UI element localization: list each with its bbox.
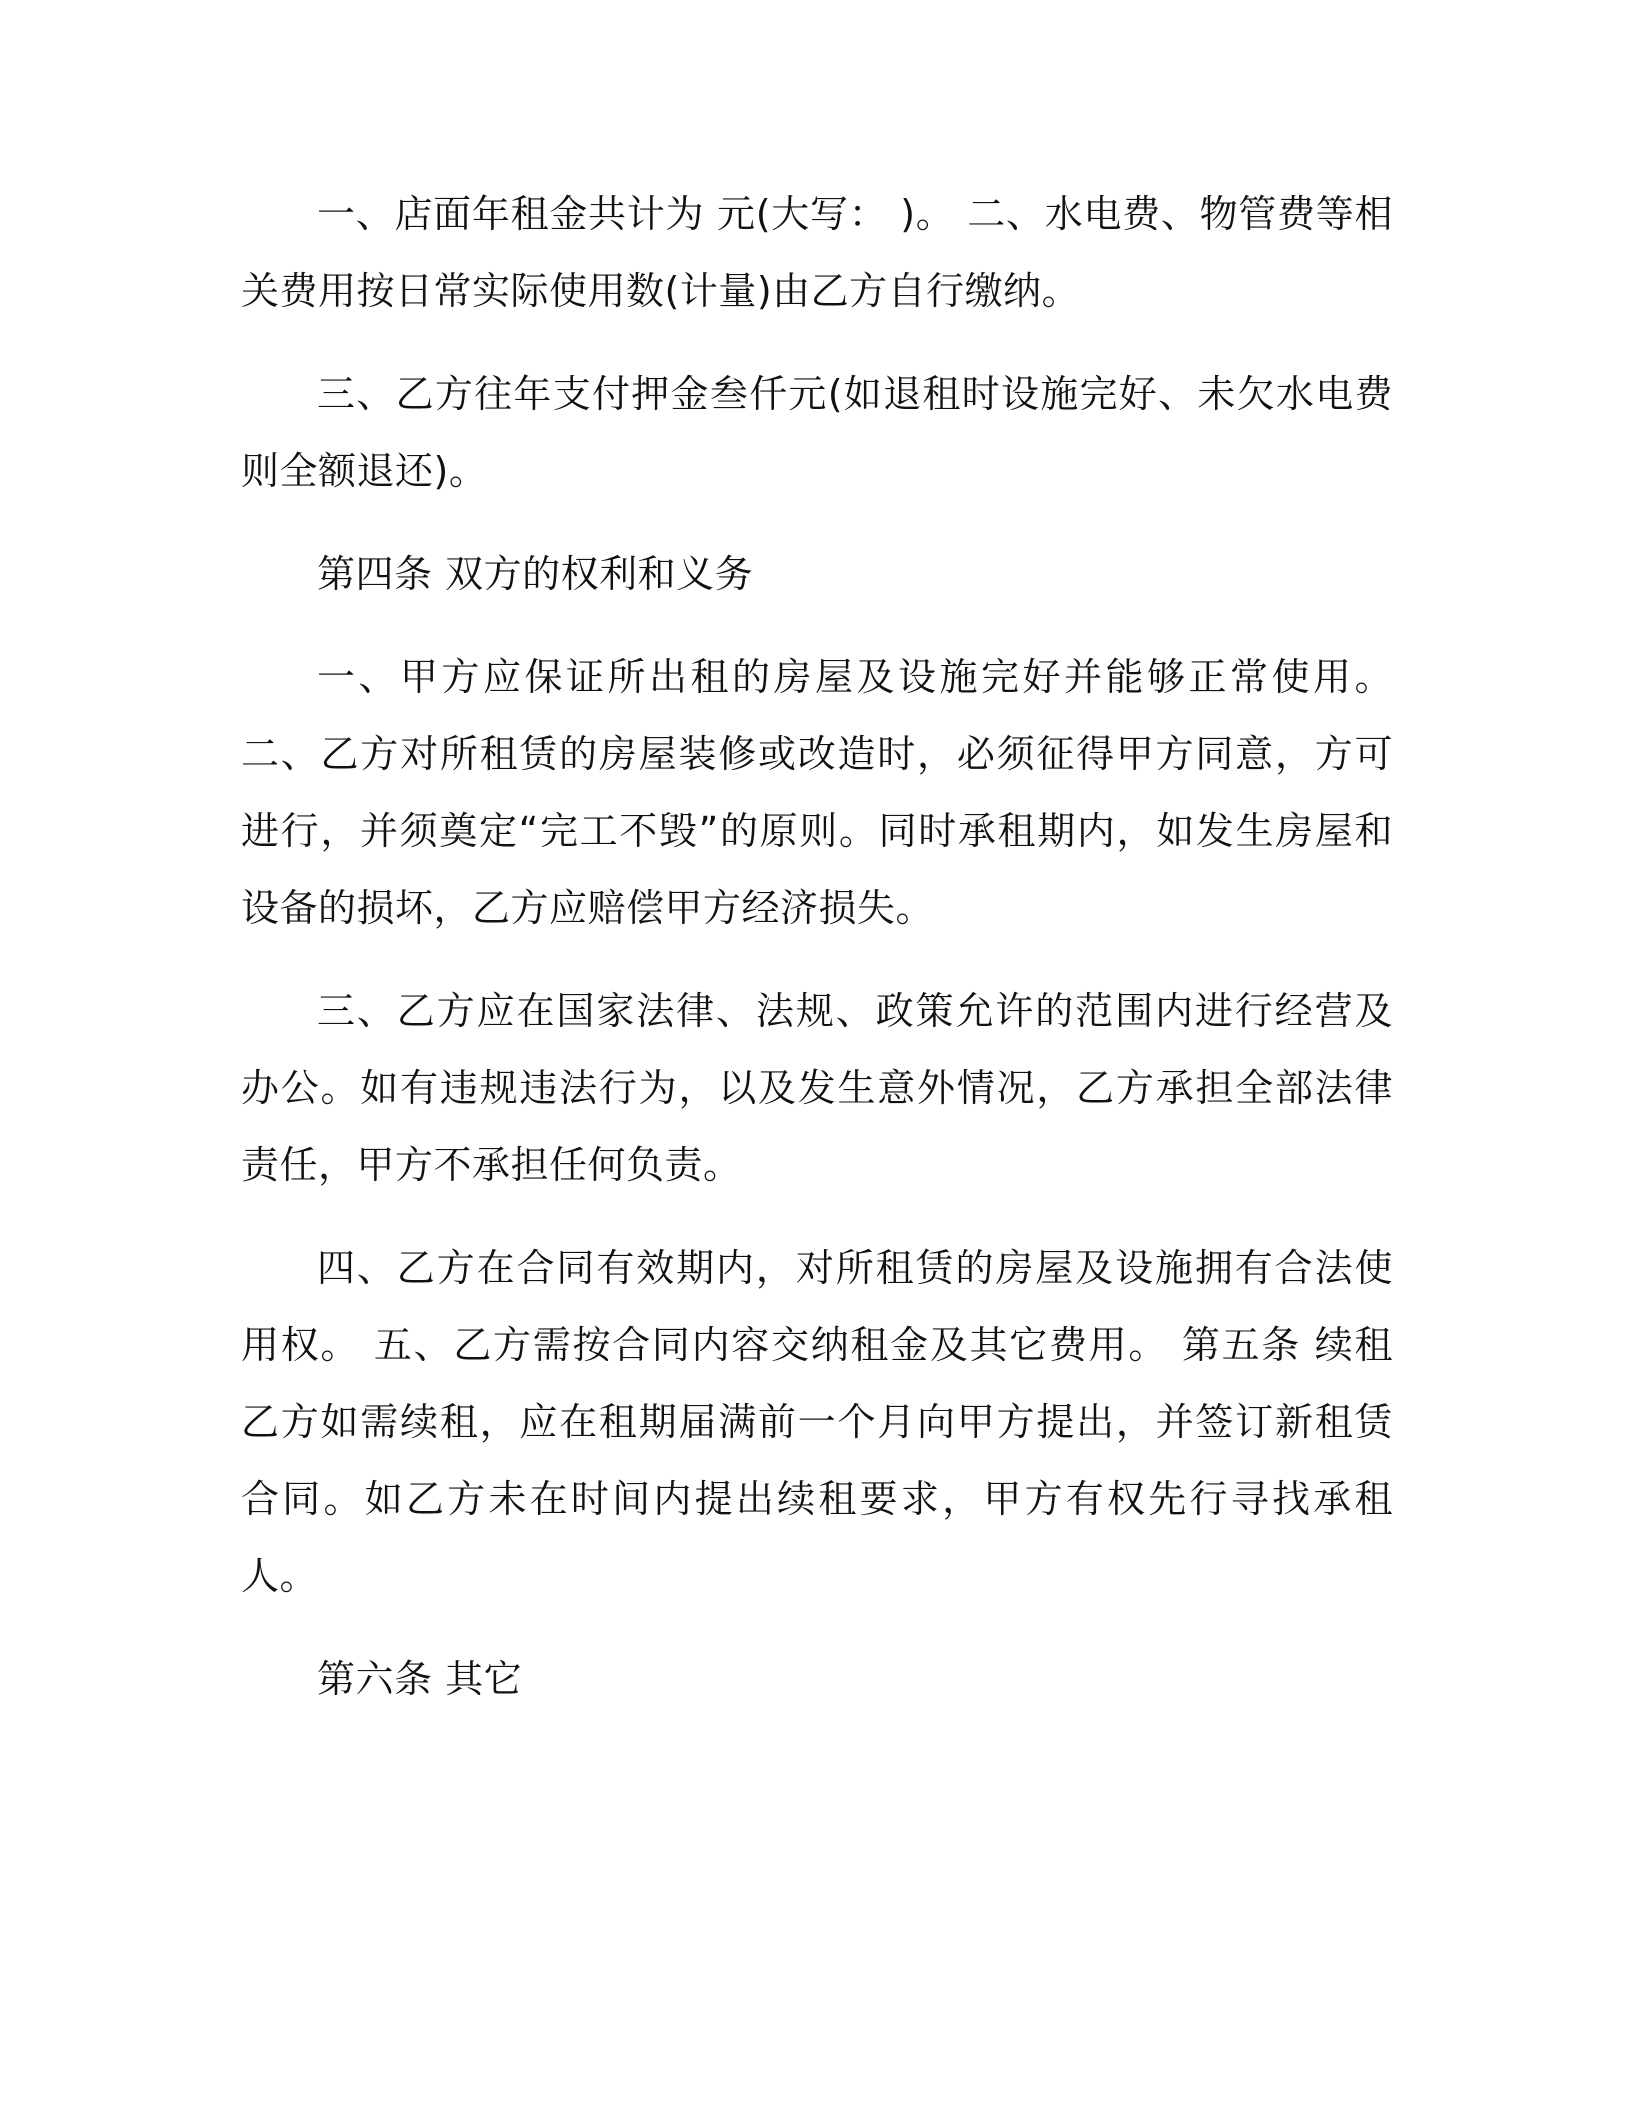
paragraph-rent-and-fees: 一、店面年租金共计为 元(大写： )。 二、水电费、物管费等相关费用按日常实际使用数(计量)由乙方自行缴纳。 bbox=[241, 192, 1393, 313]
section-heading-other: 第六条 其它 bbox=[317, 1657, 523, 1701]
section-heading-rights-obligations: 第四条 双方的权利和义务 bbox=[317, 552, 754, 596]
paragraph-legal-compliance: 三、乙方应在国家法律、法规、政策允许的范围内进行经营及办公。如有违规违法行为，以及发生意外情况，乙方承担全部法律责任，甲方不承担任何负责。 bbox=[241, 989, 1393, 1187]
paragraph-deposit: 三、乙方往年支付押金叁仟元(如退租时设施完好、未欠水电费则全额退还)。 bbox=[241, 372, 1393, 493]
paragraph-landlord-duties: 一、甲方应保证所出租的房屋及设施完好并能够正常使用。 二、乙方对所租赁的房屋装修或改造时，必须征得甲方同意，方可进行，并须奠定“完工不毁”的原则。同时承租期内，如发生房屋和设备的损坏，乙方应赔偿甲方经济损失。 bbox=[241, 655, 1393, 930]
paragraph-usage-and-renewal: 四、乙方在合同有效期内，对所租赁的房屋及设施拥有合法使用权。 五、乙方需按合同内容交纳租金及其它费用。 第五条 续租乙方如需续租，应在租期届满前一个月向甲方提出，并签订新租赁合同。如乙方未在时间内提出续租要求，甲方有权先行寻找承租人。 bbox=[241, 1246, 1393, 1598]
document-body bbox=[241, 176, 1393, 1718]
